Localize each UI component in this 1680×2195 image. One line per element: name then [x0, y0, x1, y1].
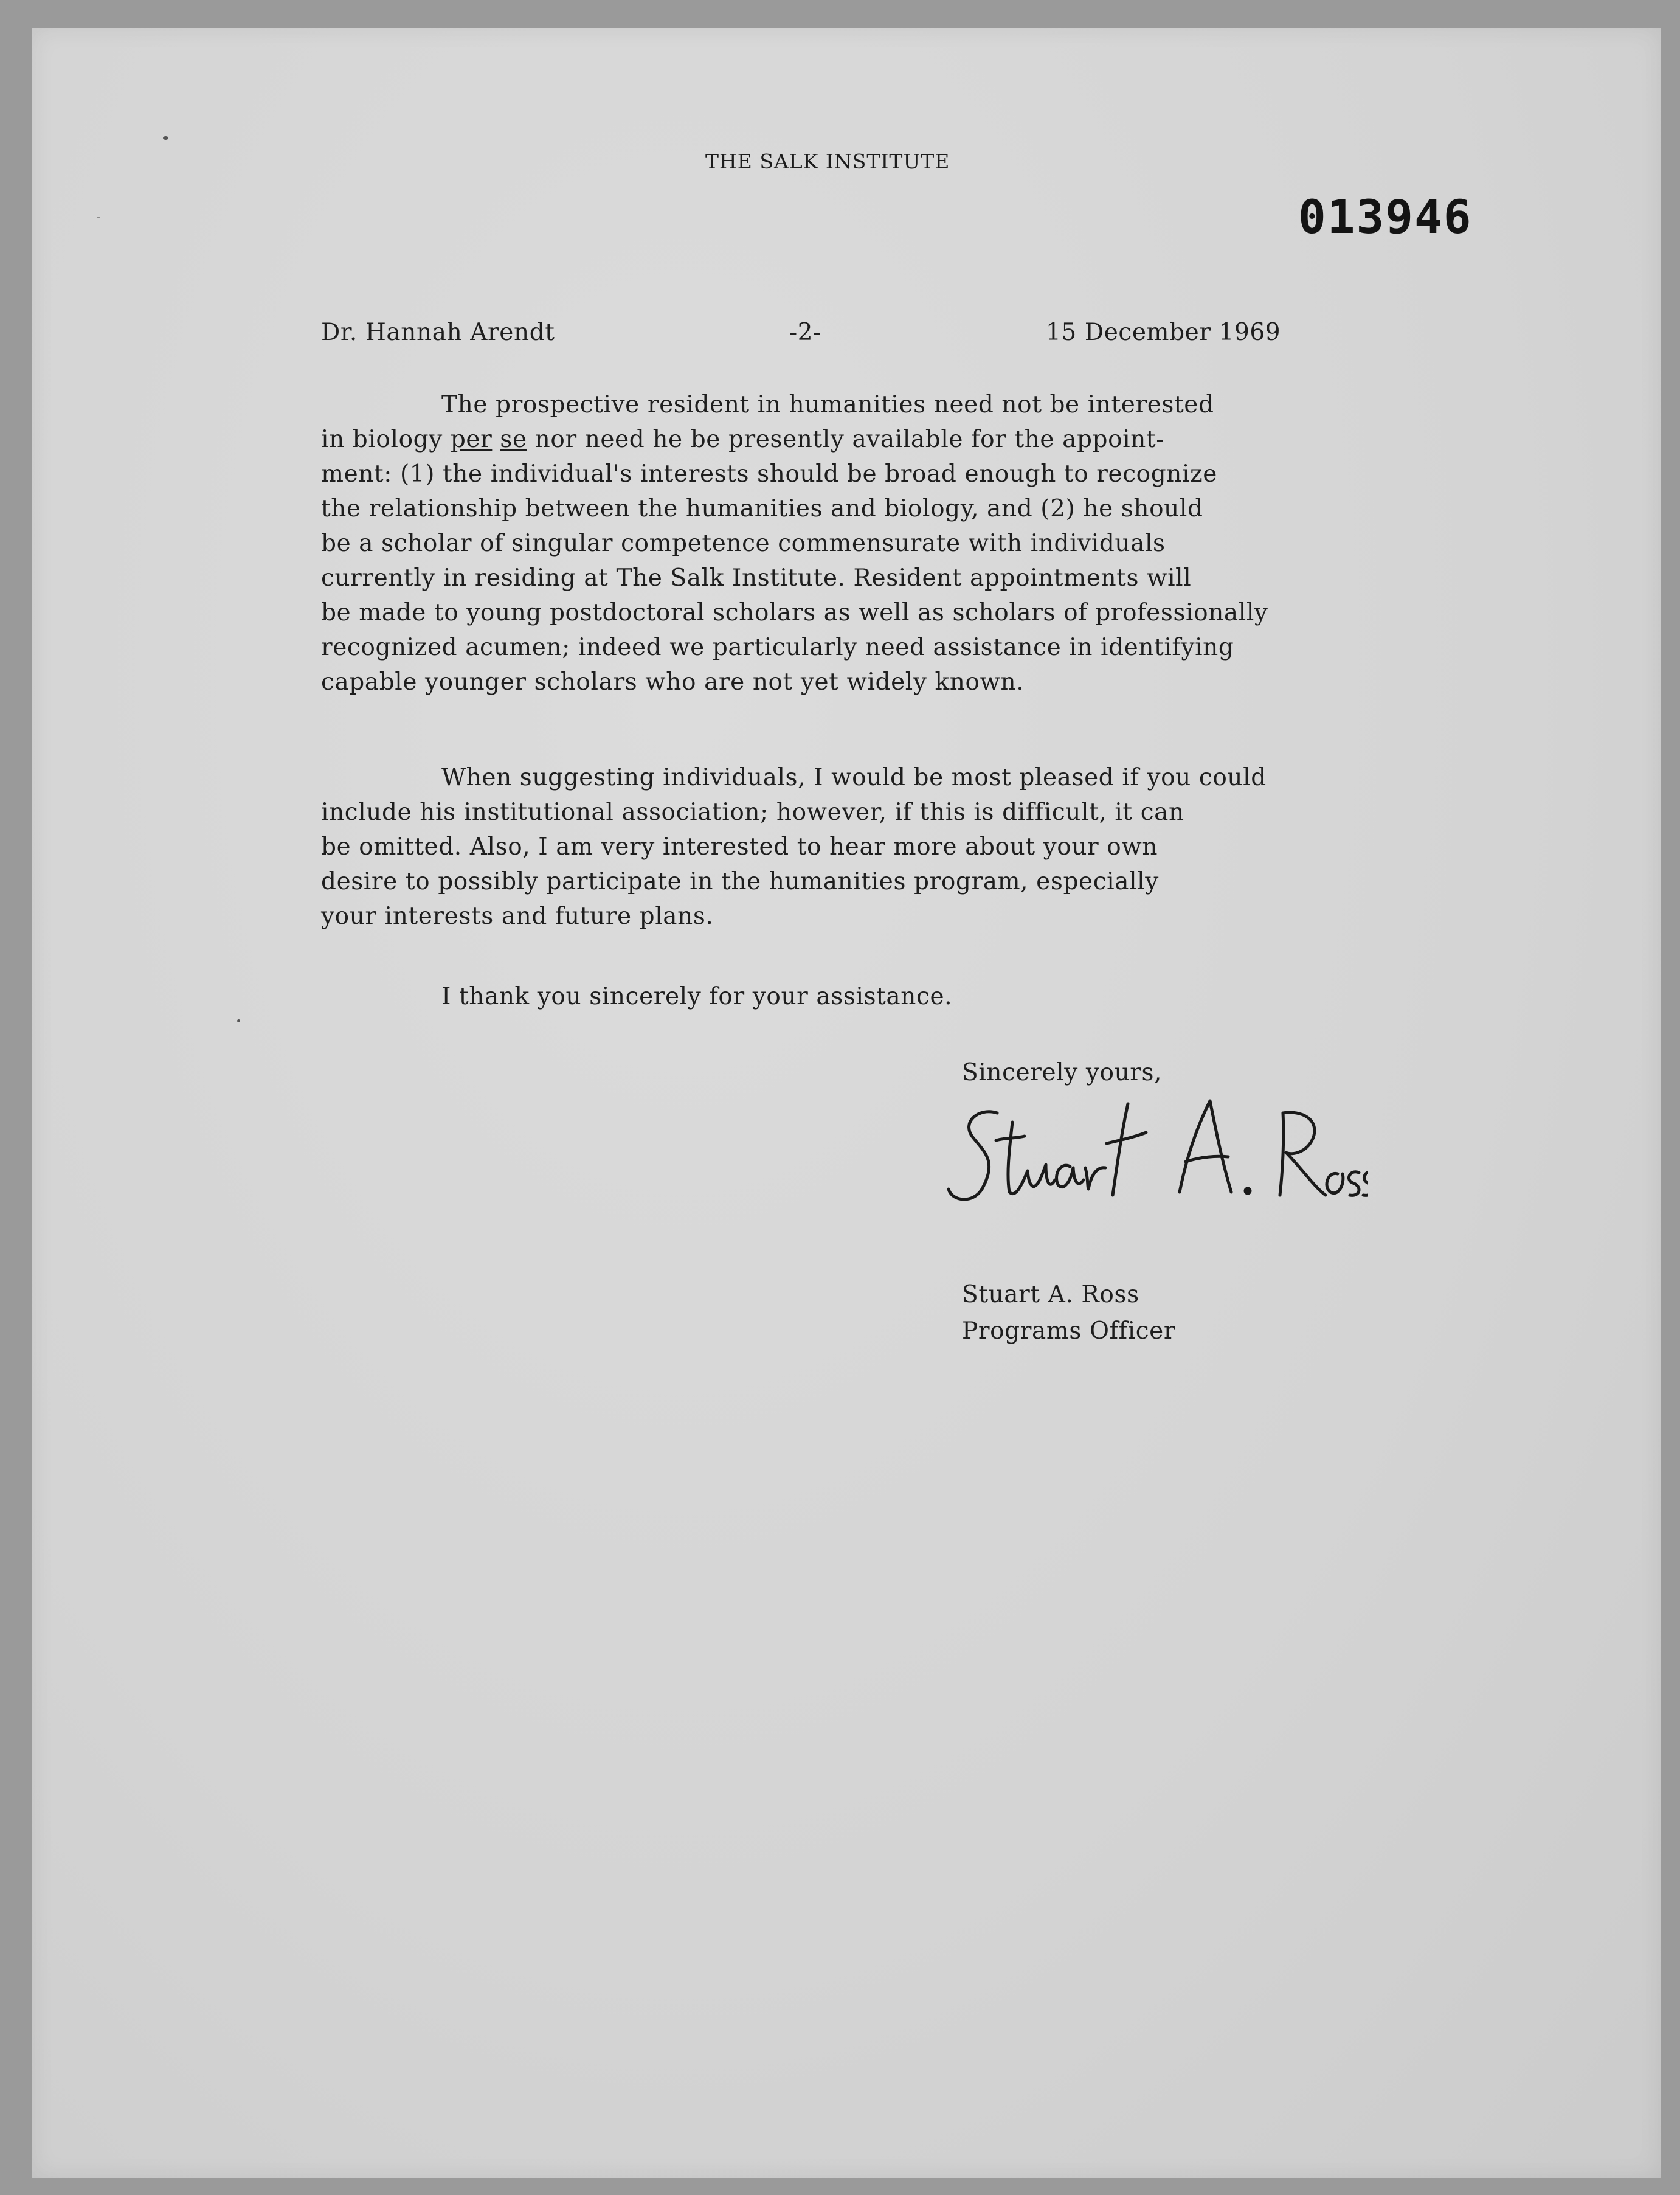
underlined-word: per: [450, 426, 493, 453]
signature-block: [962, 1277, 1175, 1350]
text-line: be omitted. Also, I am very interested to hear more about your own: [321, 833, 1158, 861]
text-line: The prospective resident in humanities need not be interested: [441, 391, 1214, 418]
text-line: be a scholar of singular competence commensurate with individuals: [321, 530, 1166, 557]
body-paragraph-3: [321, 979, 952, 1014]
recipient-name: Dr. Hannah Arendt: [321, 319, 555, 346]
text-line: I thank you sincerely for your assistance.: [441, 983, 953, 1010]
letter-header: [321, 315, 1355, 352]
dust-speck: [97, 217, 100, 218]
text-line: the relationship between the humanities and biology, and (2) he should: [321, 495, 1203, 522]
text-line: be made to young postdoctoral scholars as well as scholars of professionally: [321, 599, 1268, 626]
text-line: desire to possibly participate in the humanities program, especially: [321, 868, 1159, 895]
text-line: include his institutional association; however, if this is difficult, it can: [321, 799, 1184, 826]
document-number: 013946: [1298, 190, 1473, 244]
text-line: recognized acumen; indeed we particularly need assistance in identifying: [321, 634, 1234, 661]
text-line: in biology per se nor need he be presently available for the appoint-: [321, 426, 1165, 453]
underlined-word: se: [500, 426, 527, 453]
text-line: When suggesting individuals, I would be most pleased if you could: [441, 764, 1267, 791]
dust-speck: [163, 136, 168, 140]
text-line: your interests and future plans.: [321, 903, 714, 930]
handwritten-signature: [924, 1089, 1368, 1241]
body-paragraph-2: [321, 760, 1267, 934]
text-line: currently in residing at The Salk Institute. Resident appointments will: [321, 564, 1192, 592]
page-number: -2-: [789, 319, 821, 346]
signer-title: Programs Officer: [962, 1317, 1176, 1345]
signer-name: Stuart A. Ross: [962, 1281, 1139, 1308]
dust-speck: [237, 1019, 240, 1022]
body-paragraph-1: [321, 387, 1268, 699]
text-line: capable younger scholars who are not yet widely known.: [321, 668, 1025, 696]
text-line: ment: (1) the individual's interests should be broad enough to recognize: [321, 460, 1217, 488]
letter-date: 15 December 1969: [1046, 319, 1281, 346]
closing-salutation: Sincerely yours,: [962, 1059, 1163, 1086]
letterhead: THE SALK INSTITUTE: [705, 150, 950, 173]
